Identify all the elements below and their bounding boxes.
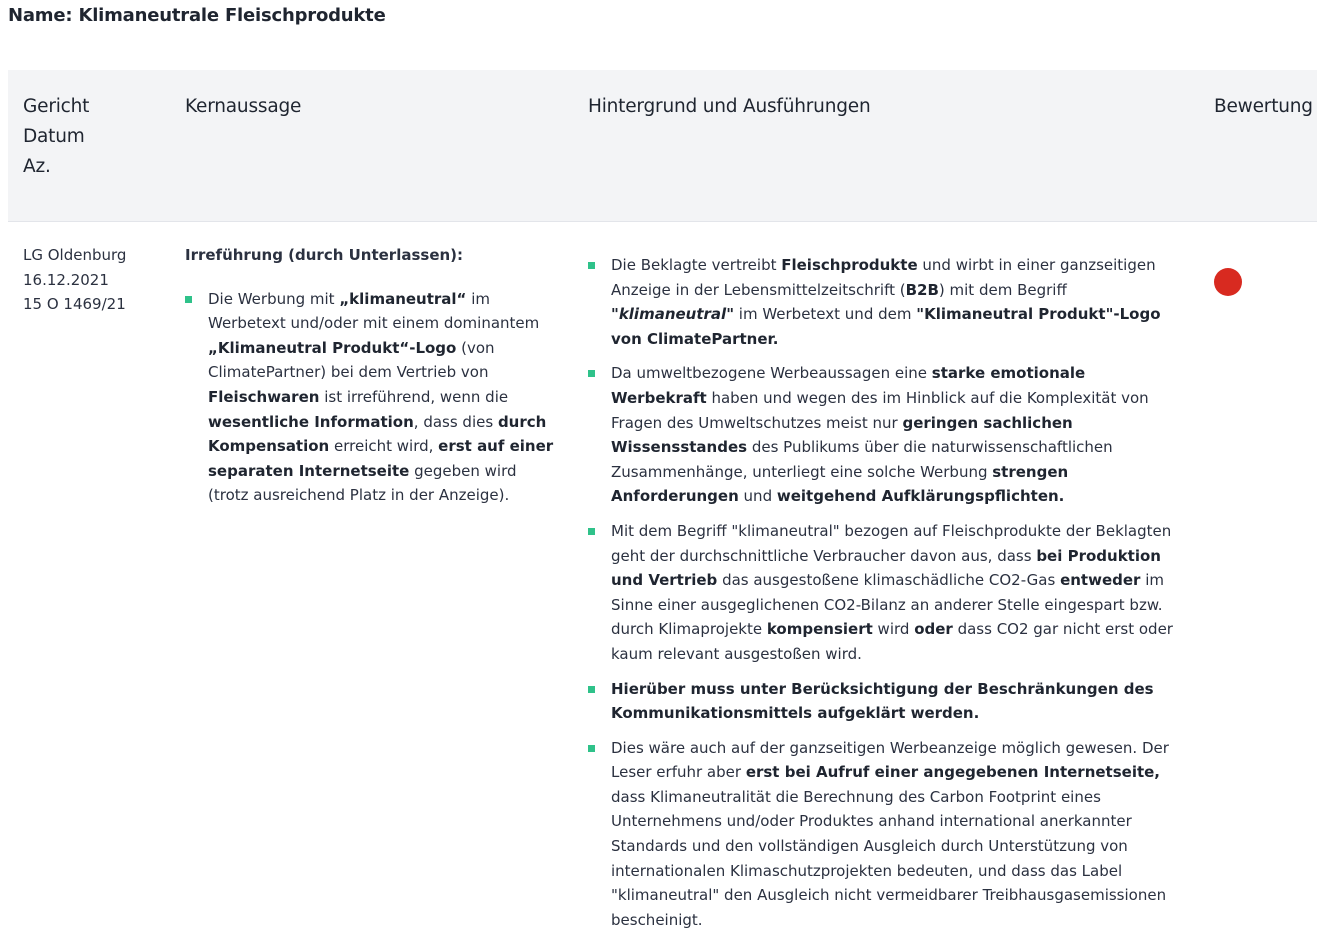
text-segment: im Werbetext und/oder mit einem dominantem: [208, 289, 540, 333]
table-header: [8, 70, 1317, 222]
text-segment: ist irreführend, wenn die: [319, 387, 509, 406]
bullet-icon: [588, 686, 595, 693]
verdict-table: [8, 70, 1317, 929]
text-segment: dass CO2 gar nicht erst oder kaum relevant ausgestoßen wird.: [611, 620, 1173, 663]
bullet-icon: [588, 528, 595, 535]
text-segment: „klimaneutral“: [339, 289, 467, 308]
list-item: [586, 677, 1176, 726]
hintergrund-text: [611, 256, 1161, 348]
list-item: [586, 361, 1176, 509]
bullet-icon: [185, 296, 192, 303]
text-segment: Dies wäre auch auf der ganzseitigen Werbeanzeige möglich gewesen. Der Leser erfuhr aber: [611, 738, 1169, 782]
text-segment: Die Werbung mit: [208, 289, 340, 308]
text-segment: dass Klimaneutralität die Berechnung des Carbon Footprint eines Unternehmens und/oder Produktes anhand international anerkannter Standards und den vollständigen Ausgleich durch Unterstützung von internationalen Klimaschutzprojekten bedeuten, und dass das Label "klimaneutral" den Ausgleich nicht vermeidbarer Treibhausgasemissionen bescheinigt.: [611, 787, 1167, 929]
text-segment: weitgehend Aufklärungspflichten.: [776, 487, 1065, 506]
text-segment: , dass dies: [413, 412, 498, 431]
header-datum: Datum: [23, 126, 85, 147]
text-segment: erst bei Aufruf einer angegebenen Internetseite,: [745, 763, 1160, 782]
text-segment: „Klimaneutral Produkt“-Logo: [208, 338, 457, 357]
text-segment: strengen Anforderungen: [611, 462, 1069, 506]
text-segment: Hierüber muss unter Berücksichtigung der Beschränkungen des Kommunikationsmittels aufgeklärt werden.: [611, 679, 1154, 723]
text-segment: wird: [872, 620, 915, 639]
text-segment: kompensiert: [766, 620, 873, 639]
text-segment: Die Beklagte vertreibt: [611, 256, 782, 274]
header-kernaussage: Kernaussage: [185, 96, 302, 117]
cell-hintergrund: [586, 253, 1176, 942]
text-segment: im Sinne einer ausgeglichenen CO2-Bilanz an anderer Stelle eingespart bzw. durch Klimaprojekte: [611, 571, 1164, 639]
text-segment: erst auf einer separaten Internetseite: [208, 437, 554, 480]
cell-kernaussage: [185, 243, 555, 508]
hintergrund-text: [611, 522, 1173, 663]
text-segment: Fleischwaren: [208, 387, 320, 406]
list-item: [586, 519, 1176, 667]
kernaussage-list: [185, 287, 555, 508]
list-item: [586, 736, 1176, 933]
bullet-icon: [588, 745, 595, 752]
text-segment: wesentliche Information: [208, 412, 414, 431]
text-segment: durch Kompensation: [208, 412, 547, 456]
text-segment: und wirbt in einer ganzseitigen Anzeige in der Lebensmittelzeitschrift (: [611, 256, 1156, 299]
text-segment: oder: [914, 620, 953, 639]
list-item: [185, 287, 555, 508]
text-segment: [611, 305, 734, 323]
text-segment: das ausgestoßene klimaschädliche CO2-Gas: [717, 571, 1061, 590]
text-segment: "Klimaneutral Produkt"-Logo von ClimatePartner.: [611, 305, 1161, 348]
header-az: Az.: [23, 156, 51, 177]
text-segment: (von ClimatePartner) bei dem Vertrieb von: [208, 338, 495, 382]
hintergrund-text: [611, 680, 1154, 723]
hintergrund-text: [611, 739, 1169, 929]
rating-red-dot-icon: [1214, 268, 1242, 296]
text-segment: haben und wegen des im Hinblick auf die Komplexität von Fragen des Umweltschutzes meist nur: [611, 388, 1149, 432]
bullet-icon: [588, 262, 595, 269]
page-title: Name: Klimaneutrale Fleischprodukte: [8, 5, 386, 26]
cell-bewertung: [1214, 268, 1242, 296]
header-hintergrund: Hintergrund und Ausführungen: [588, 96, 871, 117]
text-segment: und: [738, 487, 777, 506]
text-segment: B2B: [905, 280, 939, 299]
table-row: [8, 222, 1317, 929]
text-segment: Fleischprodukte: [781, 256, 918, 274]
court-name: LG Oldenburg: [23, 246, 127, 264]
header-gericht-datum-az: [23, 92, 89, 182]
text-segment: entweder: [1060, 571, 1141, 590]
text-segment: im Werbetext und dem: [734, 305, 917, 324]
hintergrund-text: [611, 364, 1149, 505]
text-segment: ) mit dem Begriff: [938, 280, 1067, 299]
case-number: 15 O 1469/21: [23, 295, 126, 314]
text-segment: gegeben wird (trotz ausreichend Platz in der Anzeige).: [208, 461, 517, 505]
kernaussage-text: [208, 290, 553, 505]
header-gericht: Gericht: [23, 96, 90, 117]
list-item: [586, 253, 1176, 351]
text-segment: starke emotionale Werbekraft: [611, 364, 1086, 407]
text-segment: des Publikums über die naturwissenschaftlichen Zusammenhänge, unterliegt eine solche Werbung: [611, 438, 1113, 481]
text-segment: Da umweltbezogene Werbeaussagen eine: [611, 364, 932, 383]
text-segment: bei Produktion und Vertrieb: [611, 546, 1161, 590]
hintergrund-list: [586, 253, 1176, 932]
verdict-date: 16.12.2021: [23, 270, 109, 289]
text-segment: geringen sachlichen Wissensstandes: [611, 413, 1073, 457]
header-bewertung: Bewertung: [1214, 96, 1313, 117]
bullet-icon: [588, 370, 595, 377]
text-segment: erreicht wird,: [329, 437, 439, 456]
kernaussage-heading: Irreführung (durch Unterlassen):: [185, 246, 464, 264]
emphasis-text: "klimaneutral": [611, 305, 735, 324]
text-segment: Mit dem Begriff "klimaneutral" bezogen auf Fleischprodukte der Beklagten geht der durchschnittliche Verbraucher davon aus, dass: [611, 521, 1172, 565]
cell-gericht: [23, 243, 126, 317]
